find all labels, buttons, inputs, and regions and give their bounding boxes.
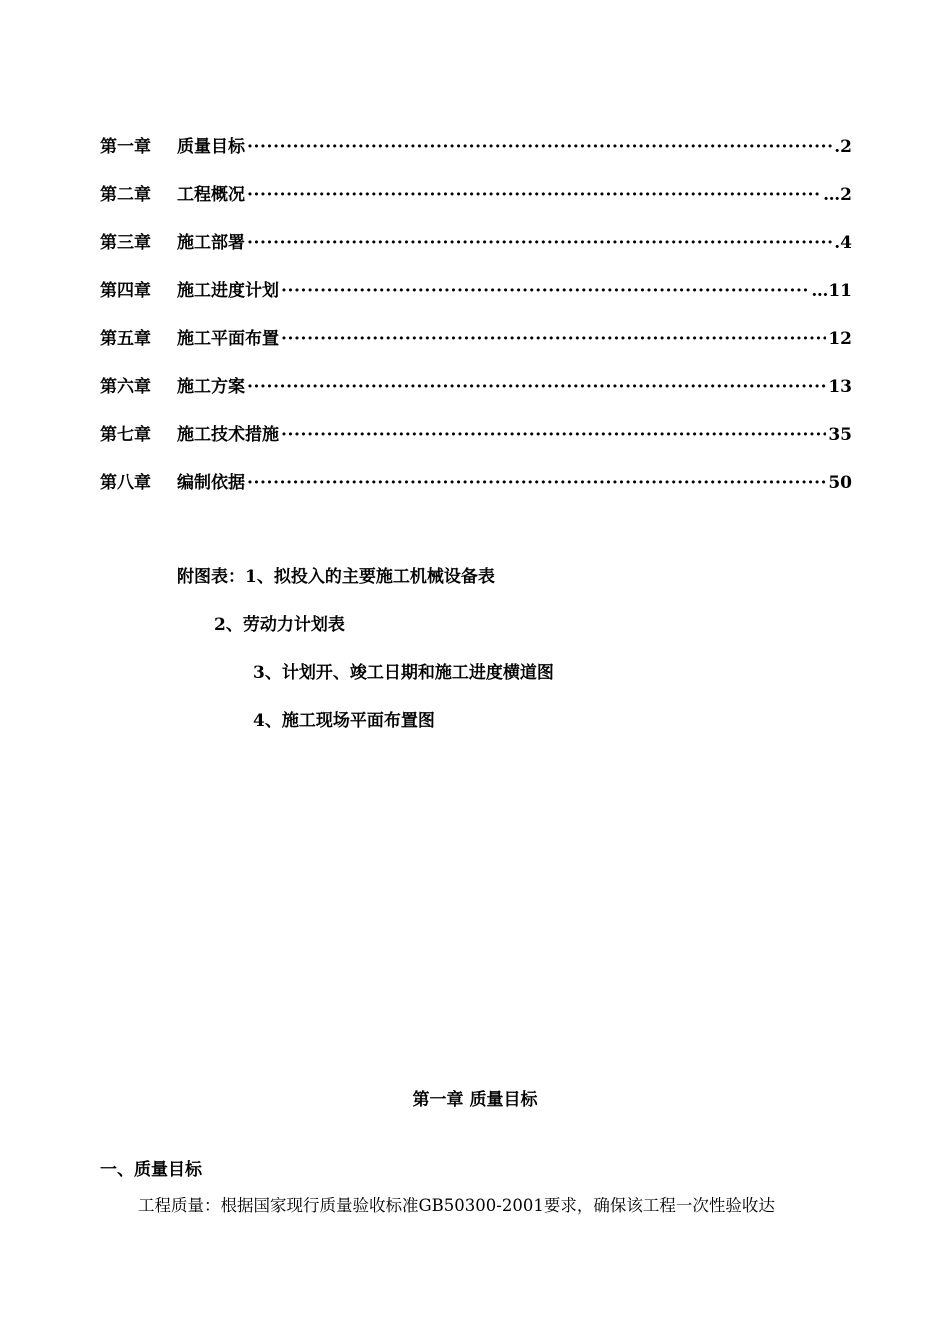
toc-entry[interactable] [100, 277, 852, 325]
appendix-item: 3、计划开、竣工日期和施工进度横道图 [253, 663, 554, 683]
toc-chapter-title: 施工方案 [177, 377, 245, 397]
toc-chapter-number: 第二章 [100, 185, 151, 205]
toc-entry[interactable] [100, 229, 852, 277]
toc-chapter-title: 施工进度计划 [177, 281, 279, 301]
toc-entry[interactable] [100, 181, 852, 229]
toc-page-number: .2 [834, 137, 852, 157]
toc-page-number: 12 [828, 329, 852, 349]
table-of-contents [100, 133, 852, 517]
toc-chapter-title: 施工部署 [177, 233, 245, 253]
toc-chapter-number: 第五章 [100, 329, 151, 349]
toc-leader-dots [247, 469, 826, 497]
section-heading: 一、质量目标 [100, 1160, 202, 1180]
toc-page-number: …2 [823, 185, 852, 205]
toc-leader-dots [247, 373, 826, 401]
toc-entry[interactable] [100, 469, 852, 517]
toc-chapter-title: 施工平面布置 [177, 329, 279, 349]
toc-chapter-number: 第六章 [100, 377, 151, 397]
toc-chapter-number: 第八章 [100, 473, 151, 493]
toc-leader-dots [281, 325, 826, 353]
toc-chapter-number: 第四章 [100, 281, 151, 301]
toc-entry[interactable] [100, 373, 852, 421]
toc-entry[interactable] [100, 133, 852, 181]
toc-page-number: …11 [811, 281, 852, 301]
toc-chapter-number: 第七章 [100, 425, 151, 445]
body-paragraph: 工程质量：根据国家现行质量验收标准GB50300-2001要求，确保该工程一次性验收达 [138, 1196, 775, 1215]
toc-page-number: 50 [828, 473, 852, 493]
chapter-heading: 第一章 质量目标 [412, 1090, 538, 1110]
toc-chapter-title: 编制依据 [177, 473, 245, 493]
toc-chapter-number: 第三章 [100, 233, 151, 253]
toc-entry[interactable] [100, 325, 852, 373]
toc-leader-dots [281, 277, 809, 305]
toc-leader-dots [247, 181, 821, 209]
toc-leader-dots [247, 229, 832, 257]
appendix-item: 4、施工现场平面布置图 [253, 711, 435, 731]
appendix-item: 附图表：1、拟投入的主要施工机械设备表 [177, 567, 495, 587]
toc-chapter-number: 第一章 [100, 137, 151, 157]
toc-page-number: 35 [828, 425, 852, 445]
toc-entry[interactable] [100, 421, 852, 469]
toc-leader-dots [247, 133, 832, 161]
toc-chapter-title: 施工技术措施 [177, 425, 279, 445]
toc-leader-dots [281, 421, 826, 449]
toc-page-number: .4 [834, 233, 852, 253]
toc-chapter-title: 工程概况 [177, 185, 245, 205]
toc-chapter-title: 质量目标 [177, 137, 245, 157]
appendix-item: 2、劳动力计划表 [214, 615, 345, 635]
toc-page-number: 13 [828, 377, 852, 397]
